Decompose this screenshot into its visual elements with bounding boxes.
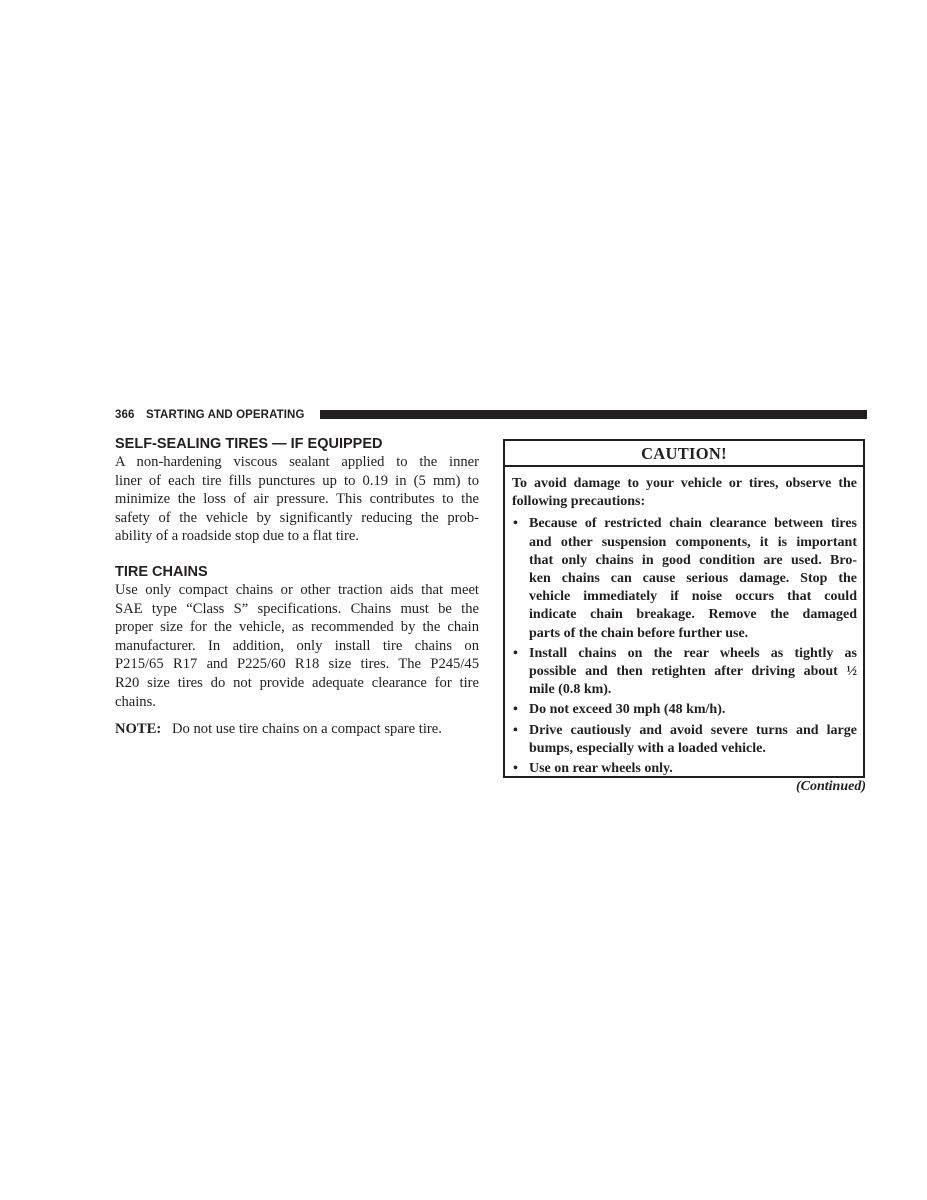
left-column — [115, 435, 479, 739]
header-rule — [320, 410, 867, 419]
text-line: that only chains in good condition are used. Bro- — [529, 552, 857, 568]
text-line: ability of a roadside stop due to a flat tire. — [115, 528, 359, 545]
caution-bullet — [512, 515, 857, 642]
self-sealing-heading: SELF-SEALING TIRES — IF EQUIPPED — [115, 436, 383, 452]
text-line: vehicle immediately if noise occurs that could — [529, 589, 857, 605]
bullet-icon: • — [513, 516, 518, 532]
caution-intro — [512, 475, 857, 511]
note — [115, 720, 479, 739]
text-line: indicate chain breakage. Remove the damaged — [529, 607, 857, 623]
text-line: Use on rear wheels only. — [529, 761, 673, 777]
continued-label: (Continued) — [795, 779, 866, 794]
text-line: proper size for the vehicle, as recommended by the chain — [115, 619, 479, 636]
bullet-icon: • — [513, 702, 518, 718]
caution-title: CAUTION! — [505, 441, 863, 467]
caution-body — [505, 467, 863, 778]
text-line: Install chains on the rear wheels as tightly as — [529, 645, 857, 661]
text-line: possible and then retighten after driving about ½ — [529, 664, 857, 680]
caution-bullet — [512, 645, 857, 700]
text-line: P215/65 R17 and P225/60 R18 size tires. The P245/45 — [115, 656, 479, 673]
text-line: Drive cautiously and avoid severe turns and large — [529, 722, 857, 738]
bullet-icon: • — [513, 722, 518, 738]
text-line: mile (0.8 km). — [529, 682, 612, 698]
self-sealing-paragraph — [115, 453, 479, 546]
caution-bullet-list — [512, 515, 857, 778]
caution-bullet — [512, 722, 857, 758]
text-line: ken chains can cause serious damage. Stop the — [529, 571, 857, 587]
tire-chains-paragraph — [115, 581, 479, 711]
note-text: Do not use tire chains on a compact spare tire. — [172, 721, 442, 738]
text-line: Do not exceed 30 mph (48 km/h). — [529, 702, 726, 718]
text-line: Because of restricted chain clearance between tires — [529, 516, 857, 532]
section-title: STARTING AND OPERATING — [146, 409, 305, 421]
bullet-icon: • — [513, 645, 518, 661]
caution-bullet — [512, 760, 857, 778]
text-line: and other suspension components, it is important — [529, 534, 857, 550]
text-line: manufacturer. In addition, only install tire chains on — [115, 637, 479, 654]
caution-box — [503, 439, 865, 778]
text-line: parts of the chain before further use. — [529, 625, 749, 641]
text-line: following precautions: — [512, 494, 646, 510]
text-line: liner of each tire fills punctures up to 0.19 in (5 mm) to — [115, 472, 479, 489]
tire-chains-heading: TIRE CHAINS — [115, 563, 208, 580]
text-line: To avoid damage to your vehicle or tires, observe the — [512, 476, 857, 491]
text-line: Use only compact chains or other traction aids that meet — [115, 581, 479, 598]
caution-bullet — [512, 701, 857, 719]
page-number: 366 — [115, 409, 135, 421]
text-line: A non-hardening viscous sealant applied to the inner — [115, 454, 479, 470]
page-header — [115, 408, 867, 424]
text-line: R20 size tires do not provide adequate clearance for tire — [115, 674, 479, 691]
text-line: chains. — [115, 693, 156, 710]
note-label: NOTE: — [115, 721, 162, 738]
text-line: SAE type “Class S” specifications. Chains must be the — [115, 600, 479, 617]
text-line: bumps, especially with a loaded vehicle. — [529, 740, 766, 756]
text-line: minimize the loss of air pressure. This contributes to the — [115, 491, 479, 508]
text-line: safety of the vehicle by significantly reducing the prob- — [115, 509, 479, 526]
bullet-icon: • — [513, 761, 518, 777]
